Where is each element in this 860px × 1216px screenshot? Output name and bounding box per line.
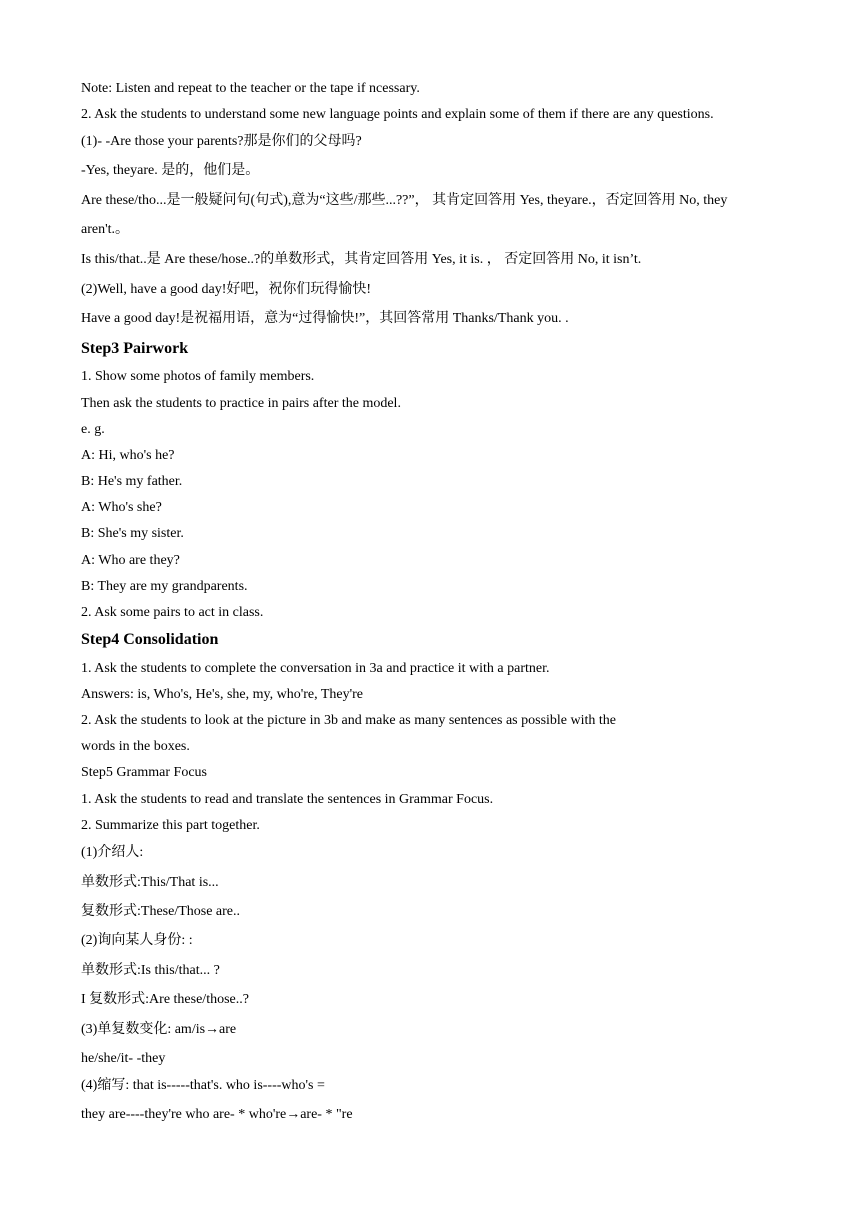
instruction-line: 2. Ask the students to understand some new language points and explain some of them if there are any questions. [81, 107, 714, 122]
instruction-line: 2. Summarize this part together. [81, 818, 260, 833]
example-label-line: e. g. [81, 422, 105, 437]
instruction-line: 1. Show some photos of family members. [81, 369, 315, 384]
instruction-line: 2. Ask the students to look at the picture in 3b and make as many sentences as possible with the [81, 713, 617, 728]
explanation-continuation-line: aren't.。 [81, 222, 130, 237]
instruction-line: Then ask the students to practice in pairs after the model. [81, 396, 401, 411]
grammar-point-line: (2)询向某人身份: : [81, 933, 193, 948]
grammar-point-line: (1)介绍人: [81, 845, 144, 860]
note-line: Note: Listen and repeat to the teacher or the tape if ncessary. [81, 81, 420, 96]
section-heading-step5: Step5 Grammar Focus [81, 765, 207, 780]
dialogue-line: B: She's my sister. [81, 526, 184, 541]
dialogue-line: A: Hi, who's he? [81, 448, 175, 463]
instruction-continuation-line: words in the boxes. [81, 739, 190, 754]
example-question-line: (1)- -Are those your parents?那是你们的父母吗? [81, 134, 362, 149]
explanation-line: Have a good day!是祝福用语，意为“过得愉快!”，其回答常用 Thanks/Thank you. . [81, 311, 569, 326]
grammar-point-line: they are----they're who are- * who're→are- * "re [81, 1107, 353, 1122]
grammar-point-line: 单数形式:This/That is... [81, 875, 219, 890]
instruction-line: 1. Ask the students to read and translate the sentences in Grammar Focus. [81, 792, 494, 807]
dialogue-line: B: They are my grandparents. [81, 579, 248, 594]
grammar-point-line: 复数形式:These/Those are.. [81, 904, 241, 919]
explanation-line: Are these/tho...是一般疑问句(句式),意为“这些/那些...??”， 其肯定回答用 Yes, theyare.，否定回答用 No, they [81, 193, 728, 208]
answers-line: Answers: is, Who's, He's, she, my, who're, They're [81, 687, 364, 702]
example-answer-line: -Yes, theyare. 是的，他们是。 [81, 163, 260, 178]
instruction-line: 2. Ask some pairs to act in class. [81, 605, 264, 620]
dialogue-line: A: Who are they? [81, 553, 180, 568]
example-phrase-line: (2)Well, have a good day!好吧，祝你们玩得愉快! [81, 282, 372, 297]
grammar-point-line: I 复数形式:Are these/those..? [81, 992, 249, 1007]
grammar-point-line: (3)单复数变化: am/is→are [81, 1022, 237, 1037]
grammar-point-line: 单数形式:Is this/that... ? [81, 963, 220, 978]
instruction-line: 1. Ask the students to complete the conversation in 3a and practice it with a partner. [81, 661, 550, 676]
grammar-point-line: (4)缩写: that is-----that's. who is----who's = [81, 1078, 325, 1093]
section-heading-step4: Step4 Consolidation [81, 631, 219, 648]
section-heading-step3: Step3 Pairwork [81, 340, 189, 357]
dialogue-line: B: He's my father. [81, 474, 183, 489]
explanation-line: Is this/that..是 Are these/hose..?的单数形式，其肯定回答用 Yes, it is. ， 否定回答用 No, it isn’t. [81, 252, 642, 267]
grammar-point-line: he/she/it- -they [81, 1051, 166, 1066]
dialogue-line: A: Who's she? [81, 500, 162, 515]
